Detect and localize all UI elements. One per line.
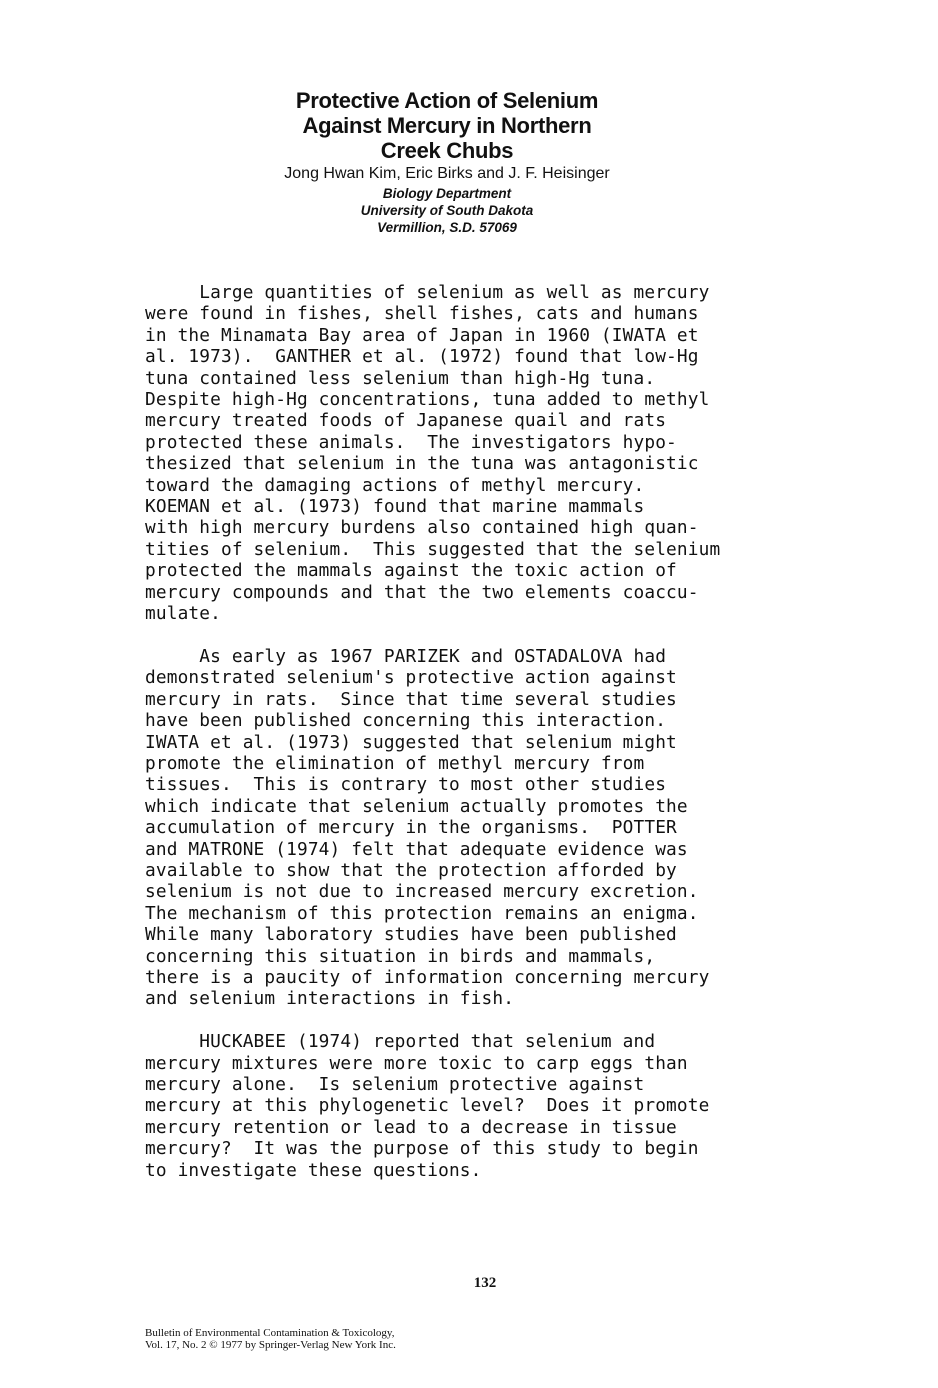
body-line: mulate. — [145, 603, 221, 625]
body-line: As early as 1967 PARIZEK and OSTADALOVA had — [145, 645, 667, 667]
body-line: available to show that the protection afforded by — [145, 859, 677, 881]
body-line: tissues. This is contrary to most other studies — [145, 774, 667, 796]
body-line: in the Minamata Bay area of Japan in 1960 (IWATA et — [145, 324, 699, 346]
affiliation-department: Biology Department — [382, 186, 512, 201]
title-line-2: Against Mercury in Northern — [302, 113, 592, 138]
body-line: mercury treated foods of Japanese quail and rats — [145, 410, 667, 432]
body-line: mercury at this phylogenetic level? Does it promote — [145, 1095, 710, 1117]
footer-line-volume: Vol. 17, No. 2 © 1977 by Springer-Verlag New York Inc. — [145, 1339, 396, 1351]
title-line-1: Protective Action of Selenium — [295, 88, 599, 113]
body-line: concerning this situation in birds and mammals, — [145, 945, 656, 967]
body-paragraph-1 — [145, 282, 845, 625]
body-line: mercury retention or lead to a decrease in tissue — [145, 1116, 677, 1138]
body-line: protected these animals. The investigators hypo- — [145, 431, 677, 453]
article-body — [145, 282, 845, 1181]
body-line: mercury in rats. Since that time several studies — [145, 688, 677, 710]
body-line: toward the damaging actions of methyl mercury. — [145, 474, 645, 496]
body-line: The mechanism of this protection remains an enigma. — [145, 902, 699, 924]
body-line: there is a paucity of information concerning mercury — [145, 966, 710, 988]
affiliation-university: University of South Dakota — [360, 203, 534, 218]
body-line: and selenium interactions in fish. — [145, 988, 515, 1010]
body-line: mercury mixtures were more toxic to carp eggs than — [145, 1052, 688, 1074]
page-number: 132 — [473, 1275, 497, 1291]
body-line: were found in fishes, shell fishes, cats and humans — [145, 303, 699, 325]
body-line: HUCKABEE (1974) reported that selenium and — [145, 1031, 656, 1053]
body-line: IWATA et al. (1973) suggested that selenium might — [145, 731, 677, 753]
affiliation-location: Vermillion, S.D. 57069 — [377, 220, 517, 235]
body-line: promote the elimination of methyl mercury from — [145, 752, 645, 774]
footer-line-journal: Bulletin of Environmental Contamination & Toxicology, — [145, 1327, 395, 1339]
body-line: thesized that selenium in the tuna was antagonistic — [145, 453, 699, 475]
body-line: accumulation of mercury in the organisms. POTTER — [145, 817, 677, 839]
body-paragraph-2 — [145, 646, 845, 1010]
body-line: KOEMAN et al. (1973) found that marine mammals — [145, 496, 645, 518]
body-line: Large quantities of selenium as well as mercury — [145, 282, 710, 303]
body-line: and MATRONE (1974) felt that adequate evidence was — [145, 838, 688, 860]
body-line: tuna contained less selenium than high-Hg tuna. — [145, 367, 656, 389]
body-line: mercury compounds and that the two elements coaccu- — [145, 581, 699, 603]
body-line: al. 1973). GANTHER et al. (1972) found that low-Hg — [145, 346, 699, 368]
body-line: demonstrated selenium's protective action against — [145, 667, 677, 689]
body-line: mercury alone. Is selenium protective against — [145, 1074, 645, 1095]
body-line: While many laboratory studies have been published — [145, 924, 677, 946]
body-line: mercury? It was the purpose of this study to begin — [145, 1138, 699, 1160]
body-line: to investigate these questions. — [145, 1159, 482, 1181]
body-line: with high mercury burdens also contained high quan- — [145, 517, 699, 539]
author-list: Jong Hwan Kim, Eric Birks and J. F. Heisinger — [284, 165, 610, 182]
article-header — [0, 88, 894, 236]
body-line: have been published concerning this interaction. — [145, 710, 667, 732]
body-paragraph-3 — [145, 1031, 845, 1181]
body-line: which indicate that selenium actually promotes the — [145, 795, 688, 817]
title-line-3: Creek Chubs — [380, 138, 514, 163]
body-line: Despite high-Hg concentrations, tuna added to methyl — [145, 389, 710, 411]
body-line: protected the mammals against the toxic action of — [145, 560, 677, 582]
body-line: tities of selenium. This suggested that the selenium — [145, 538, 721, 560]
body-line: selenium is not due to increased mercury excretion. — [145, 881, 699, 903]
journal-footer — [145, 1327, 396, 1351]
